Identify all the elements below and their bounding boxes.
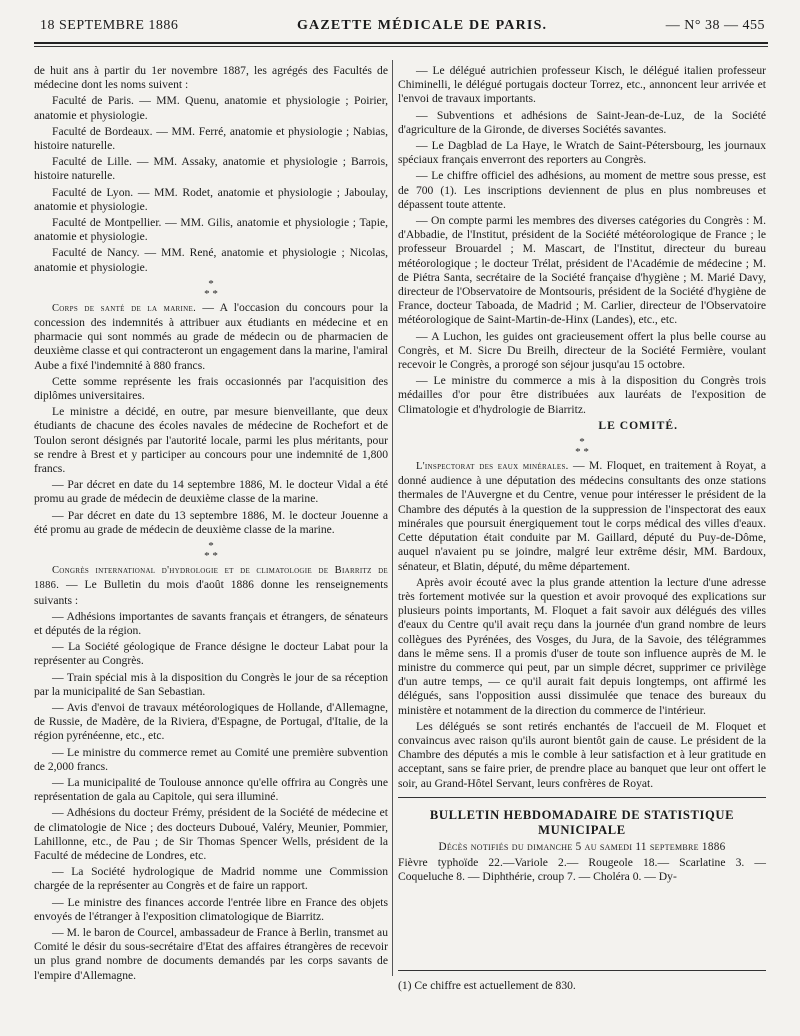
corps-heading: Corps de santé de la marine. (52, 302, 197, 314)
list-item: — Avis d'envoi de travaux météorologiques de Hollande, d'Allemagne, de Russie, de Madère, de la Riviera, d'Espagne, de Portugal, d'Italie, de la région pyrénéenne, etc., etc. (34, 700, 388, 743)
header-rule (34, 42, 768, 44)
delegues-paragraph: Les délégués se sont retirés enchantés de l'accueil de M. Floquet et convaincus avec raison qu'ils auront bientôt gain de cause. Le président de la Chambre des députés a mis le comble à leur satisfaction et à leur gratitude en acceptant, sans se faire prier, de prendre place au banquet que leur ont offert le soir, au Grand-Hôtel Servant, leurs confrères de Royat. (398, 719, 766, 790)
faculty-item: Faculté de Bordeaux. — MM. Ferré, anatomie et physiologie ; Nabias, histoire naturelle. (34, 124, 388, 153)
apres-paragraph: Après avoir écouté avec la plus grande attention la lecture d'une adresse très fortement motivée sur la question et avoir provoqué des explications sur plusieurs points importants, M. Floquet a fait savoir aux délégués des villes d'eaux du Centre qu'il avait reçu dans la journée d'un grand nombre de leurs collègues des Pyrénées, des Vosges, du Jura, de la Savoie, des télégrammes dans le même sens. Il a promis d'user de toute son influence auprès de M. le ministre du commerce qui peut, par un simple décret, supprimer ce privilège d'un autre temps, — ce qu'il aurait fait depuis longtemps, ont affirmé les délégués, sans l'opposition aussi dissimulée que tenace des bureaux du ministère et notamment de la direction du commerce de l'intérieur. (398, 575, 766, 717)
list-item: — Adhésions du docteur Frémy, président de la Société de médecine et de climatologie de Nice ; des docteurs Duboué, Valéry, Meunier, Pommier, Lahillonne, etc., de Pau ; de Sir Thomas Spencer Wells, président de la Faculté de médecine de Londres, etc. (34, 806, 388, 862)
list-item: — La Société hydrologique de Madrid nomme une Commission chargée de la représenter au Congrès et de faire un rapport. (34, 865, 388, 893)
list-item: — On compte parmi les membres des diverses catégories du Congrès : M. d'Abbadie, de l'Institut, président de la Société météorologique de France ; le professeur Brouardel ; M. Mascart, de l'Institut, directeur du bureau météorologique ; le docteur Trélat, président de l'Académie de médecine ; M. de Piétra Santa, secrétaire de la Société française d'hygiène ; M. Marié Davy, directeur de l'Observatoire de Montsouris, président de la Société d'hygiène de France, docteur Taboada, de Madrid ; M. Carlier, directeur de l'Observatoire météorologique de Saint-Martin-de-Hinx (Landes), etc., etc. (398, 214, 766, 327)
inspectorat-heading: L'inspectorat des eaux minérales. (416, 461, 569, 473)
ministre-paragraph: Le ministre a décidé, en outre, par mesure bienveillante, que deux étudiants de chacune des écoles navales de médecine de Rochefort et de Toulon seront désignés par l'autorité locale, parmi les plus méritants, pour se rendre à Brest et y participer au concours pour une indemnité de 1,800 francs. (34, 405, 388, 476)
faculty-item: Faculté de Lyon. — MM. Rodet, anatomie et physiologie ; Jaboulay, anatomie et physiologie. (34, 185, 388, 213)
header-title: GAZETTE MÉDICALE DE PARIS. (296, 18, 548, 33)
decret-paragraph: — Par décret en date du 13 septembre 1886, M. le docteur Jouenne a été promu au grade de médecin de deuxième classe de la marine. (34, 508, 388, 536)
list-item: — A Luchon, les guides ont gracieusement offert la plus belle course au Congrès, et M. Sicre Du Breilh, directeur de la Société Fermière, voulant recevoir le Congrès, a prorogé son séjour jusqu'au 15 octobre. (398, 329, 766, 372)
header-date: 18 SEPTEMBRE 1886 (40, 18, 179, 33)
bulletin-subtitle: Décès notifiés du dimanche 5 au samedi 11 septembre 1886 (438, 840, 726, 853)
faculty-item: Faculté de Montpellier. — MM. Gilis, anatomie et physiologie ; Tapie, anatomie et physiologie. (34, 216, 388, 244)
bulletin-title: BULLETIN HEBDOMADAIRE DE STATISTIQUE MUNICIPALE (429, 807, 735, 837)
congres-paragraph (34, 563, 388, 608)
congres-heading: Congrès international d'hydrologie et de climatologie de Biarritz de 1886. (34, 565, 388, 592)
list-item: — Train spécial mis à la disposition du Congrès le jour de sa réception par la municipalité de San Sebastian. (34, 670, 388, 698)
faculty-item: Faculté de Lille. — MM. Assaky, anatomie et physiologie ; Barrois, histoire naturelle. (34, 155, 388, 183)
footnote: (1) Ce chiffre est actuellement de 830. (398, 970, 766, 992)
section-separator: * * * (204, 540, 218, 563)
left-column (34, 64, 388, 985)
list-item: — Le Dagblad de La Haye, le Wratch de Saint-Pétersbourg, les journaux spéciaux français enverront des reporters au Congrès. (398, 139, 766, 167)
intro-paragraph: de huit ans à partir du 1er novembre 1887, les agrégés des Facultés de médecine dont les noms suivent : (34, 64, 388, 92)
inspectorat-paragraph (398, 459, 766, 574)
column-divider (392, 60, 393, 976)
bulletin-box (398, 797, 766, 885)
congres-body: — Le Bulletin du mois d'août 1886 donne les renseignements suivants : (34, 578, 388, 607)
cette-paragraph: Cette somme représente les frais occasionnés par l'acquisition des diplômes universitaires. (34, 374, 388, 403)
page-header (40, 18, 765, 40)
list-item: — Le ministre du commerce remet au Comité une première subvention de 2,000 francs. (34, 745, 388, 773)
faculty-item: Faculté de Paris. — MM. Quenu, anatomie et physiologie ; Poirier, anatomie et physiologie. (34, 94, 388, 122)
faculty-item: Faculté de Nancy. — MM. René, anatomie et physiologie ; Nicolas, anatomie et physiologie. (34, 246, 388, 274)
list-item: — La municipalité de Toulouse annonce qu'elle offrira au Congrès une représentation de gala au Capitole, qui sera illuminé. (34, 775, 388, 804)
list-item: — Le ministre des finances accorde l'entrée libre en France des objets envoyés de l'étranger à l'exposition climatologique de Biarritz. (34, 895, 388, 923)
list-item: — Le chiffre officiel des adhésions, au moment de mettre sous presse, est de 700 (1). Les inscriptions deviennent de plus en plus nombreuses et dépassent toute attente. (398, 169, 766, 211)
signoff: LE COMITÉ. (598, 418, 678, 432)
inspectorat-body: — M. Floquet, en traitement à Royat, a donné audience à une députation des médecins consultants des onze stations thermales de l'Auvergne et du Centre, venue pour intéresser le président de la Chambre des députés à la question de la suppression de l'inspectorat des eaux minérales que poursuit énergiquement tout le corps médical des villes d'eaux. Cette députation était conduite par M. Gaillard, député du Puy-de-Dôme, auquel n'avaient pu se joindre, malgré leur extrême désir, MM. Bardoux, sénateur, et Blatin, député, du même département. (398, 459, 766, 573)
list-item: — Le ministre du commerce a mis à la disposition du Congrès trois médailles d'or pour être distribuées aux lauréats de l'exposition de Climatologie et d'hydrologie de Biarritz. (398, 374, 766, 416)
header-rule-thin (34, 46, 768, 47)
section-separator: * * * (204, 277, 218, 300)
list-item: — La Société géologique de France désigne le docteur Labat pour la représenter au Congrès. (34, 640, 388, 668)
list-item: — Adhésions importantes de savants français et étrangers, de sénateurs et députés de la région. (34, 609, 388, 637)
list-item: — M. le baron de Courcel, ambassadeur de France à Berlin, transmet au Comité le désir du sous-secrétaire d'Etat des affaires étrangères de recevoir un plus grand nombre de documents demandés par les corps savants de l'empire d'Allemagne. (34, 925, 388, 982)
list-item: — Le délégué autrichien professeur Kisch, le délégué italien professeur Chiminelli, le délégué portugais docteur Torrez, etc., annoncent leur arrivée et l'envoi de travaux importants. (398, 64, 766, 106)
decret-paragraph: — Par décret en date du 14 septembre 1886, M. le docteur Vidal a été promu au grade de médecin de deuxième classe de la marine. (34, 478, 388, 506)
list-item: — Subventions et adhésions de Saint-Jean-de-Luz, de la Société d'agriculture de la Gironde, de diverses Sociétés savantes. (398, 108, 766, 136)
right-column (398, 64, 766, 886)
header-issue: — N° 38 — 455 (665, 18, 765, 33)
bulletin-text: Fièvre typhoïde 22.—Variole 2.— Rougeole 18.— Scarlatine 3. — Coqueluche 8. — Diphthérie, croup 7. — Choléra 0. — Dy- (398, 855, 766, 884)
corps-paragraph (34, 301, 388, 373)
section-separator: * * * (575, 436, 589, 459)
corps-body: — A l'occasion du concours pour la concession des indemnités à attribuer aux étudiants en médecine et en pharmacie qui sont nommés au grade de médecin ou de pharmacien de deuxième classe et qui contracteront un engagement dans la marine, l'amiral Aube a fixé l'indemnité à 880 francs. (34, 300, 388, 372)
